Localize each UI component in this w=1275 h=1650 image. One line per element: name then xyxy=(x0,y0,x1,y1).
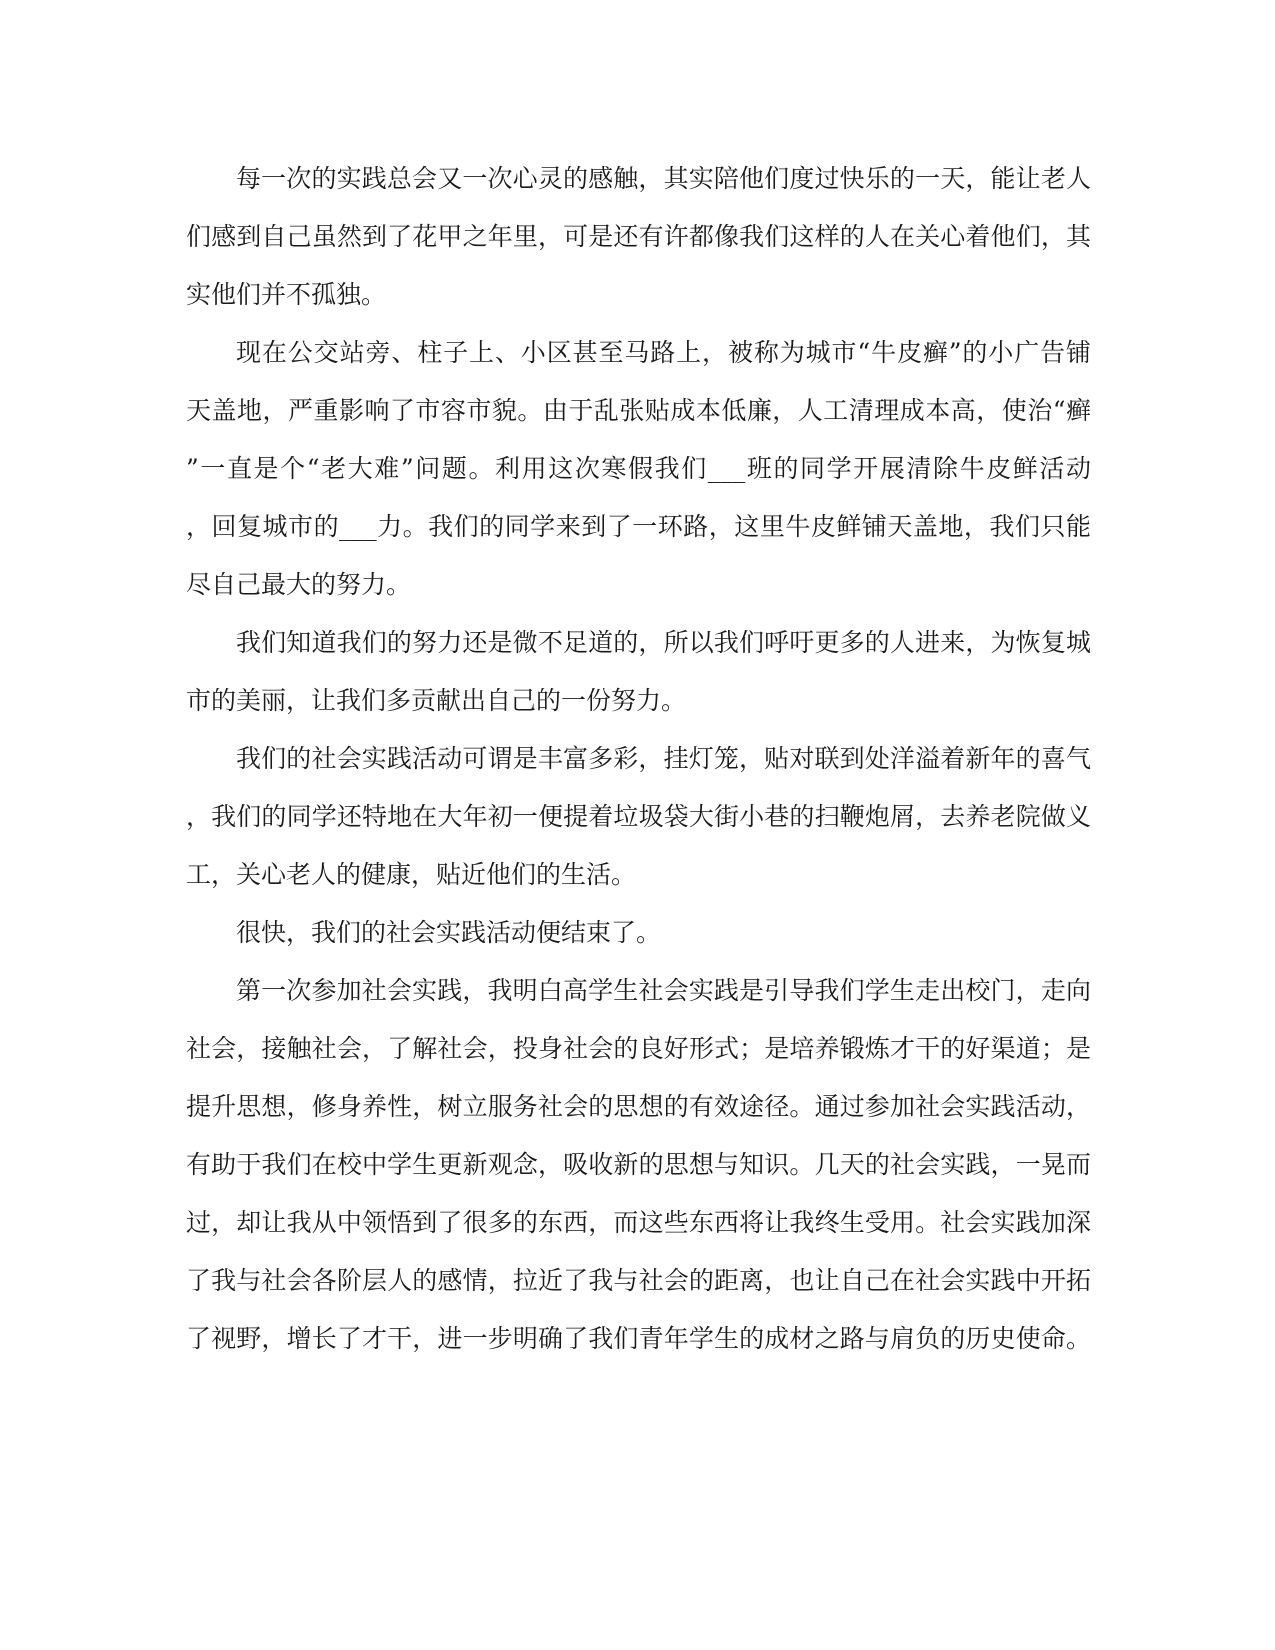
text-line: 提升思想，修身养性，树立服务社会的思想的有效途径。通过参加社会实践活动， xyxy=(186,1092,1091,1121)
text-line: ”一直是个“老大难”问题。利用这次寒假我们___班的同学开展清除牛皮鲜活动 xyxy=(186,454,1091,483)
text-line: 我们知道我们的努力还是微不足道的，所以我们呼吁更多的人进来，为恢复城 xyxy=(236,628,1091,657)
paragraph xyxy=(186,614,1091,730)
text-line: 社会，接触社会，了解社会，投身社会的良好形式；是培养锻炼才干的好渠道；是 xyxy=(186,1034,1091,1063)
text-line: 了视野，增长了才干，进一步明确了我们青年学生的成材之路与肩负的历史使命。 xyxy=(186,1324,1091,1353)
text-line: 我们的社会实践活动可谓是丰富多彩，挂灯笼，贴对联到处洋溢着新年的喜气 xyxy=(236,744,1091,773)
text-line: ，我们的同学还特地在大年初一便提着垃圾袋大街小巷的扫鞭炮屑，去养老院做义 xyxy=(186,802,1091,831)
text-line: 每一次的实践总会又一次心灵的感触，其实陪他们度过快乐的一天，能让老人 xyxy=(236,164,1091,193)
text-line: 现在公交站旁、柱子上、小区甚至马路上，被称为城市“牛皮癣”的小广告铺 xyxy=(236,338,1091,367)
text-line: ，回复城市的___力。我们的同学来到了一环路，这里牛皮鲜铺天盖地，我们只能 xyxy=(186,512,1091,541)
text-line: 们感到自己虽然到了花甲之年里，可是还有许都像我们这样的人在关心着他们，其 xyxy=(186,222,1091,251)
text-line: 实他们并不孤独。 xyxy=(186,280,387,309)
text-line: 尽自己最大的努力。 xyxy=(186,570,412,599)
text-line: 了我与社会各阶层人的感情，拉近了我与社会的距离，也让自己在社会实践中开拓 xyxy=(186,1266,1091,1295)
document-body xyxy=(186,150,1091,1368)
text-line: 很快，我们的社会实践活动便结束了。 xyxy=(236,918,662,947)
paragraph xyxy=(186,150,1091,324)
paragraph xyxy=(186,962,1091,1368)
text-line: 天盖地，严重影响了市容市貌。由于乱张贴成本低廉，人工清理成本高，使治“癣 xyxy=(186,396,1091,425)
text-line: 第一次参加社会实践，我明白高学生社会实践是引导我们学生走出校门，走向 xyxy=(236,976,1091,1005)
paragraph xyxy=(186,324,1091,614)
text-line: 过，却让我从中领悟到了很多的东西，而这些东西将让我终生受用。社会实践加深 xyxy=(186,1208,1091,1237)
paragraph xyxy=(186,730,1091,904)
paragraph xyxy=(186,904,1091,962)
text-line: 工，关心老人的健康，贴近他们的生活。 xyxy=(186,860,637,889)
text-line: 市的美丽，让我们多贡献出自己的一份努力。 xyxy=(186,686,687,715)
text-line: 有助于我们在校中学生更新观念，吸收新的思想与知识。几天的社会实践，一晃而 xyxy=(186,1150,1091,1179)
